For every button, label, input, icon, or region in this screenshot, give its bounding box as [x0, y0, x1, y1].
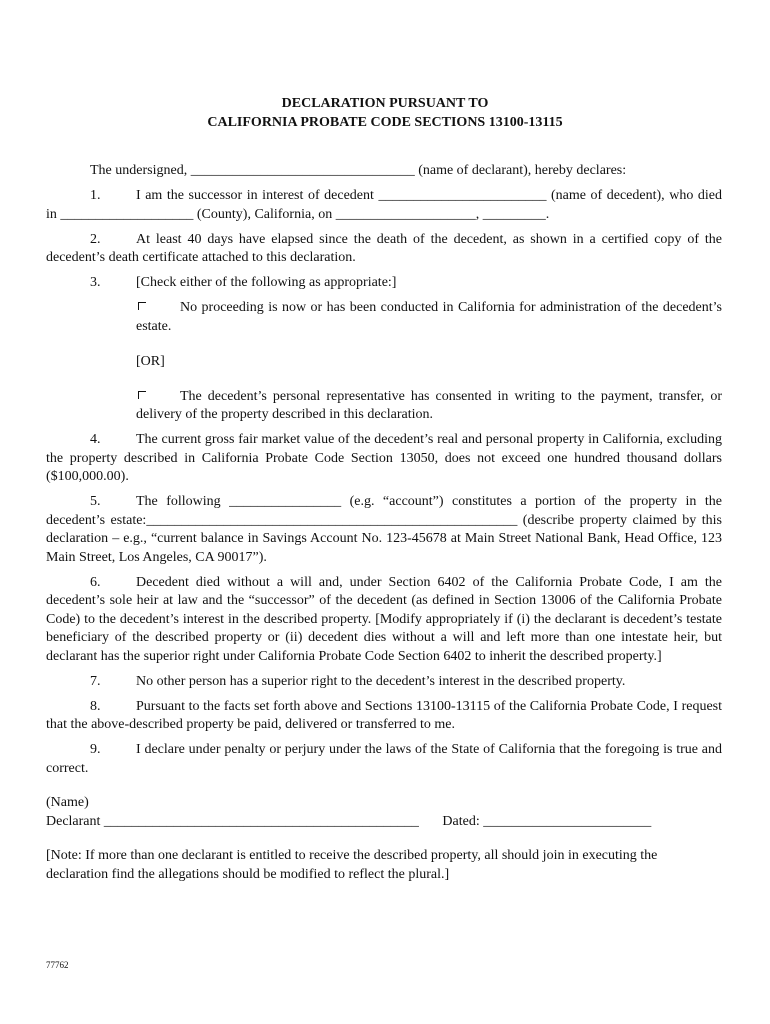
paragraph-number: 4. — [90, 432, 101, 447]
signature-block — [46, 794, 722, 831]
paragraph-text: I am the successor in interest of decedent ________________________ (name of decedent), who died in ___________________ (County), California, on ____________________, _________. — [46, 188, 722, 222]
paragraph-text: Decedent died without a will and, under Section 6402 of the California Probate Code, I am the decedent’s sole heir at law and the “successor” of the decedent (as defined in Section 13006 of the California Probate Code) to the decedent’s interest in the described property. [Modify appropriately if (i) the declarant is decedent’s testate beneficiary of the described property or (ii) decedent dies without a will and left more than one intestate heir, but declarant has the superior right under California Probate Code Section 6402 to inherit the described property.] — [46, 574, 722, 664]
paragraph-number: 2. — [90, 231, 101, 247]
paragraph-4 — [46, 431, 722, 487]
option-representative-consent — [46, 388, 722, 425]
paragraph-5 — [46, 493, 722, 567]
paragraph-text: Pursuant to the facts set forth above and Sections 13100-13115 of the California Probate Code, I request that the above-described property be paid, delivered or transferred to me. — [46, 698, 722, 732]
paragraph-6 — [46, 574, 722, 667]
checkbox-icon[interactable] — [136, 299, 180, 311]
paragraph-number: 5. — [90, 494, 101, 509]
document-title — [0, 94, 770, 132]
option-text: The decedent’s personal representative has consented in writing to the payment, transfer, or delivery of the property described in this declaration. — [136, 388, 722, 422]
signature-line-row — [46, 813, 722, 832]
paragraph-number: 6. — [90, 574, 101, 590]
or-label: [OR] — [136, 353, 165, 369]
paragraph-number: 3. — [90, 275, 101, 290]
paragraph-text: The current gross fair market value of the decedent’s real and personal property in California, excluding the property described in California Probate Code Section 13050, does not exceed one hundred thousand dollars ($100,000.00). — [46, 432, 722, 484]
paragraph-number: 9. — [90, 742, 101, 757]
paragraph-8 — [46, 698, 722, 735]
dated-field[interactable]: Dated: ________________________ — [442, 813, 652, 829]
paragraph-text: I declare under penalty or perjury under the laws of the State of California that the foregoing is true and correct. — [46, 742, 722, 776]
paragraph-9 — [46, 741, 722, 778]
checkbox-icon[interactable] — [136, 388, 180, 400]
paragraph-number: 1. — [90, 188, 101, 203]
paragraph-text: [Check either of the following as appropriate:] — [136, 275, 397, 290]
paragraph-1 — [46, 187, 722, 224]
paragraph-text: The following ________________ (e.g. “account”) constitutes a portion of the property in the decedent’s estate:_____________________________________________________ (describe property claimed by this declaration – e.g., “current balance in Savings Account No. 123-45678 at Main Street National Bank, Head Office, 123 Main Street, Los Angeles, CA 90017”). — [46, 494, 722, 565]
name-label: (Name) — [46, 795, 89, 810]
option-no-proceeding — [46, 299, 722, 336]
paragraph-7 — [46, 673, 722, 692]
paragraph-number: 7. — [90, 673, 101, 689]
title-line-2: CALIFORNIA PROBATE CODE SECTIONS 13100-13115 — [207, 115, 563, 130]
note-paragraph: [Note: If more than one declarant is entitled to receive the described property, all should join in executing the declaration find the allegations should be modified to reflect the plural.] — [46, 848, 658, 882]
declarant-signature-field[interactable]: Declarant _____________________________________________ — [46, 813, 419, 829]
option-text: No proceeding is now or has been conducted in California for administration of the decedent’s estate. — [136, 300, 722, 334]
intro-paragraph: The undersigned, ________________________________ (name of declarant), hereby declares: — [90, 163, 627, 178]
title-line-1: DECLARATION PURSUANT TO — [281, 96, 489, 111]
declaration-body — [46, 162, 722, 891]
form-number: 77762 — [46, 960, 69, 970]
paragraph-number: 8. — [90, 698, 101, 714]
paragraph-text: At least 40 days have elapsed since the death of the decedent, as shown in a certified copy of the decedent’s death certificate attached to this declaration. — [46, 231, 722, 265]
paragraph-3 — [46, 274, 722, 293]
paragraph-text: No other person has a superior right to the decedent’s interest in the described property. — [136, 673, 626, 689]
paragraph-2 — [46, 231, 722, 268]
